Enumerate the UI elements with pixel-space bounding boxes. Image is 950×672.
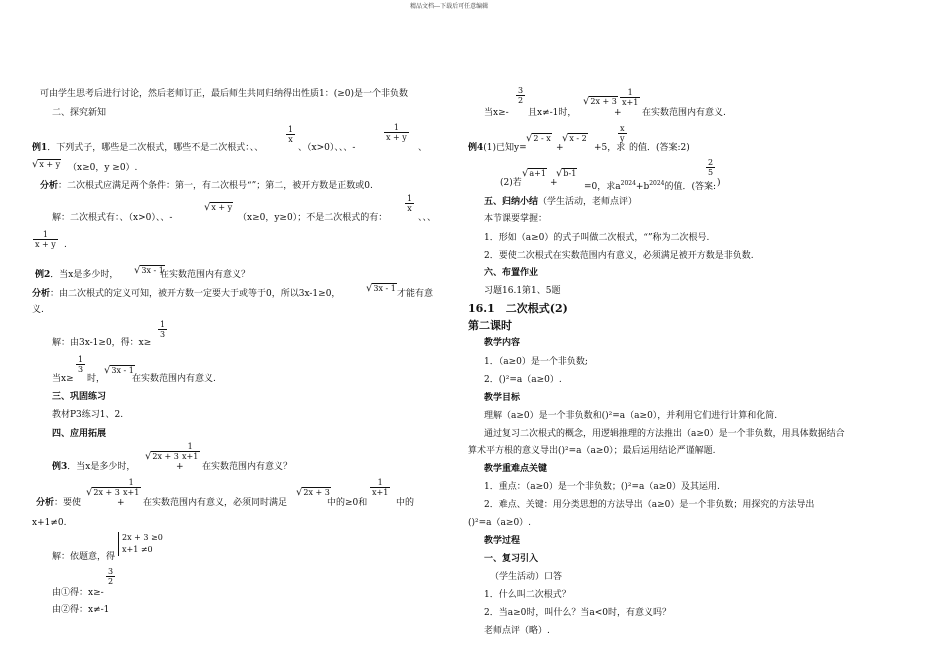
expr-part: +b — [635, 182, 650, 192]
analysis-text: 义. — [32, 305, 44, 315]
radical: √3x - 1 — [134, 265, 164, 276]
text-line: 2．当a≥0时，叫什么？当a<0时，有意义吗？ — [484, 608, 671, 618]
radicand: 3x - 1 — [141, 266, 164, 275]
analysis-label: 分析 — [40, 181, 59, 191]
numerator: x — [620, 124, 625, 133]
operator: + — [117, 498, 125, 508]
solution-text: 时， — [87, 374, 106, 384]
text-line: 在实数范围内有意义. — [642, 108, 726, 118]
radicand: 2x + 3 — [303, 488, 330, 497]
radical: √3x - 1 — [104, 365, 134, 376]
answer-text: （x≥0，y≥0）；不是二次根式的有： — [238, 213, 388, 223]
fraction — [516, 86, 525, 105]
example-label: 例1 — [32, 143, 48, 153]
fraction — [33, 230, 58, 249]
text-line: 当x≥- — [484, 108, 509, 118]
example-text: 的值．(答案:2) — [629, 143, 690, 153]
example-text: ．下列式子，哪些是二次根式，哪些不是二次根式：、、 — [47, 143, 264, 153]
fraction — [121, 478, 141, 497]
fraction — [405, 194, 414, 213]
analysis-text: 在实数范围内有意义，必须同时满足 — [143, 498, 288, 508]
radical: √2x + 3 — [583, 96, 617, 107]
denominator: 3 — [78, 365, 84, 374]
denominator: x+1 — [372, 488, 389, 497]
analysis-text: x+1≠0. — [32, 518, 67, 528]
analysis-line — [32, 289, 340, 300]
example-text: 、 — [418, 143, 428, 153]
example-label: 例3 — [52, 462, 68, 472]
radicand: 2x + 3 — [590, 97, 617, 106]
example-text: (2)若 — [500, 178, 522, 188]
answer-text: . — [64, 240, 67, 250]
section-heading: 四、应用拓展 — [52, 429, 107, 439]
analysis-text: 才能有意 — [397, 289, 434, 299]
radicand: 2 - x — [533, 134, 551, 143]
expr-part: 的值．(答案: — [664, 182, 717, 192]
radical: √x - 2 — [562, 133, 587, 144]
fraction — [158, 320, 167, 339]
analysis-label: 分析 — [36, 498, 55, 508]
operator: + — [176, 462, 184, 472]
example-text: +5，求 — [594, 143, 626, 153]
fraction — [620, 88, 640, 107]
answer-text: 解：二次根式有：、（x>0）、、- — [52, 213, 173, 223]
text-line: 算术平方根的意义导出()²=a（a≥0）；最后运用结论严谨解题. — [468, 446, 716, 456]
section-heading: 教学目标 — [484, 393, 521, 403]
example-text: ．当x是多少时， — [67, 462, 136, 472]
fraction — [618, 124, 627, 143]
text-line: 1．什么叫二次根式？ — [484, 590, 571, 600]
example-text: (1)已知y= — [483, 143, 527, 153]
solution-text: 由②得：x≠-1 — [52, 605, 110, 615]
expr-part: =0，求a — [584, 182, 621, 192]
text-line: 1．（a≥0）是一个非负数; — [484, 357, 588, 367]
denominator: 3 — [160, 330, 166, 339]
text-line: ()²=a（a≥0）. — [468, 518, 532, 528]
analysis-text: ：由二次根式的定义可知，被开方数一定要大于或等于0，所以3x-1≥0， — [50, 289, 341, 299]
numerator: 1 — [627, 88, 633, 97]
section-heading: 三、巩固练习 — [52, 392, 107, 402]
numerator: 1 — [42, 230, 48, 239]
radical: √2x + 3 — [86, 487, 120, 498]
denominator: x + y — [386, 133, 407, 142]
fraction — [106, 567, 115, 586]
text-line: （学生活动）口答 — [490, 572, 563, 582]
section-heading-line — [484, 197, 637, 208]
answer-text: 、、、 — [418, 213, 437, 223]
analysis-text: 中的 — [396, 498, 415, 508]
numerator: 1 — [187, 442, 193, 451]
operator: + — [550, 178, 558, 188]
solution-text: 由①得：x≥- — [52, 588, 104, 598]
radicand: 2x + 3 — [152, 452, 179, 461]
example-2-line — [35, 270, 118, 281]
denominator: x+1 — [123, 488, 140, 497]
operator: + — [614, 108, 622, 118]
denominator: x + y — [35, 240, 56, 249]
solution-text: 解：依题意，得 — [52, 552, 116, 562]
fraction — [706, 158, 715, 177]
text-line: 理解（a≥0）是一个非负数和()²=a（a≥0），并利用它们进行计算和化简. — [484, 411, 778, 421]
example-text: 在实数范围内有意义？ — [160, 270, 251, 280]
section-heading: 二、探究新知 — [52, 108, 107, 118]
analysis-text: ：要使 — [54, 498, 82, 508]
radicand: 2x + 3 — [93, 488, 120, 497]
example-text: ) — [717, 178, 721, 188]
equation-1: 2x + 3 ≥0 — [122, 533, 163, 542]
text-line: 2．()²=a（a≥0）. — [484, 375, 562, 385]
section-heading: 六、布置作业 — [484, 268, 539, 278]
section-heading: 教学内容 — [484, 338, 521, 348]
text-line: 本节课要掌握： — [484, 214, 548, 224]
radicand: a+1 — [529, 169, 546, 178]
denominator: x — [407, 204, 412, 213]
example-text: ．当x是多少时， — [50, 270, 119, 280]
radical: √x + y — [204, 202, 233, 213]
analysis-text: 中的≥0和 — [327, 498, 368, 508]
example-label: 例2 — [35, 270, 51, 280]
analysis-label: 分析 — [32, 289, 51, 299]
exponent: 2024 — [620, 180, 636, 187]
solution-text: 在实数范围内有意义. — [132, 374, 216, 384]
section-note: （学生活动，老师点评） — [538, 197, 638, 207]
numerator: 2 — [708, 158, 714, 167]
text-line: 教材P3练习1、2. — [52, 410, 124, 420]
lesson-subtitle: 第二课时 — [468, 319, 512, 332]
analysis-line — [40, 181, 373, 192]
denominator: 2 — [108, 577, 114, 586]
radicand: b-1 — [563, 169, 577, 178]
denominator: x+1 — [622, 98, 639, 107]
text-line: 习题16.1第1、5题 — [484, 286, 561, 296]
radicand: 3x - 1 — [373, 284, 396, 293]
analysis-line — [36, 498, 81, 509]
text-line: 且x≠-1时， — [528, 108, 577, 118]
text-line: 通过复习二次根式的概念，用逻辑推理的方法推出（a≥0）是一个非负数，用具体数据结合 — [484, 429, 845, 439]
radicand: x - 2 — [569, 134, 587, 143]
example-text: （x≥0，y ≥0）. — [68, 163, 138, 173]
radicand: x + y — [39, 160, 61, 169]
section-heading: 五、归纳小结 — [484, 197, 539, 207]
solution-text: 解：由3x-1≥0，得：x≥ — [52, 338, 152, 348]
equation-2: x+1 ≠0 — [122, 545, 153, 554]
radical: √2x + 3 — [296, 487, 330, 498]
section-heading: 一、复习引入 — [484, 554, 539, 564]
section-heading: 教学重难点关键 — [484, 464, 548, 474]
numerator: 1 — [128, 478, 134, 487]
example-1-line — [32, 143, 263, 154]
numerator: 3 — [518, 86, 524, 95]
exponent: 2024 — [649, 180, 665, 187]
numerator: 1 — [160, 320, 166, 329]
radicand: 3x - 1 — [111, 366, 134, 375]
text-line: 可由学生思考后进行讨论，然后老师订正，最后师生共同归纳得出性质1：(≥0)是一个非负数 — [40, 89, 409, 99]
fraction — [384, 123, 409, 142]
fraction — [370, 478, 390, 497]
lesson-title: 16.1 二次根式(2) — [468, 302, 568, 315]
radical: √3x - 1 — [366, 283, 396, 294]
fraction — [76, 355, 85, 374]
denominator: x — [288, 135, 293, 144]
example-label: 例4 — [468, 143, 484, 153]
numerator: 1 — [393, 123, 399, 132]
numerator: 1 — [288, 125, 294, 134]
text-line: 2．难点、关键：用分类思想的方法导出（a≥0）是一个非负数；用探究的方法导出 — [484, 500, 815, 510]
section-heading: 教学过程 — [484, 536, 521, 546]
solution-text: 当x≥ — [52, 374, 74, 384]
fraction — [286, 125, 295, 144]
example-4-line — [468, 143, 527, 154]
page-banner: 精品文档---下载后可任意编辑 — [410, 3, 489, 10]
numerator: 1 — [407, 194, 413, 203]
denominator: y — [620, 134, 625, 143]
example-text: 、（x>0）、、、- — [298, 143, 356, 153]
numerator: 1 — [377, 478, 383, 487]
operator: + — [556, 143, 564, 153]
text-line: 1．形如（a≥0）的式子叫做二次根式，“”称为二次根号. — [484, 233, 710, 243]
radicand: x + y — [211, 203, 233, 212]
fraction — [180, 442, 200, 461]
example-3-line — [52, 462, 135, 473]
denominator: 2 — [518, 96, 524, 105]
example-text — [584, 178, 716, 193]
text-line: 2．要使二次根式在实数范围内有意义，必须满足被开方数是非负数. — [484, 251, 754, 261]
numerator: 3 — [108, 567, 114, 576]
radical: √x + y — [32, 159, 61, 170]
equation-system — [118, 532, 163, 556]
denominator: x+1 — [182, 452, 199, 461]
numerator: 1 — [78, 355, 84, 364]
radical: √2 - x — [526, 133, 551, 144]
denominator: 5 — [708, 168, 714, 177]
text-line: 老师点评（略）. — [484, 626, 550, 636]
analysis-text: ：二次根式应满足两个条件：第一，有二次根号“”；第二，被开方数是正数或0. — [58, 181, 373, 191]
radical: √b-1 — [556, 168, 577, 179]
example-text: 在实数范围内有意义？ — [202, 462, 293, 472]
radical: √2x + 3 — [145, 451, 179, 462]
radical: √a+1 — [522, 168, 546, 179]
text-line: 1．重点：（a≥0）是一个非负数；()²=a（a≥0）及其运用. — [484, 482, 720, 492]
